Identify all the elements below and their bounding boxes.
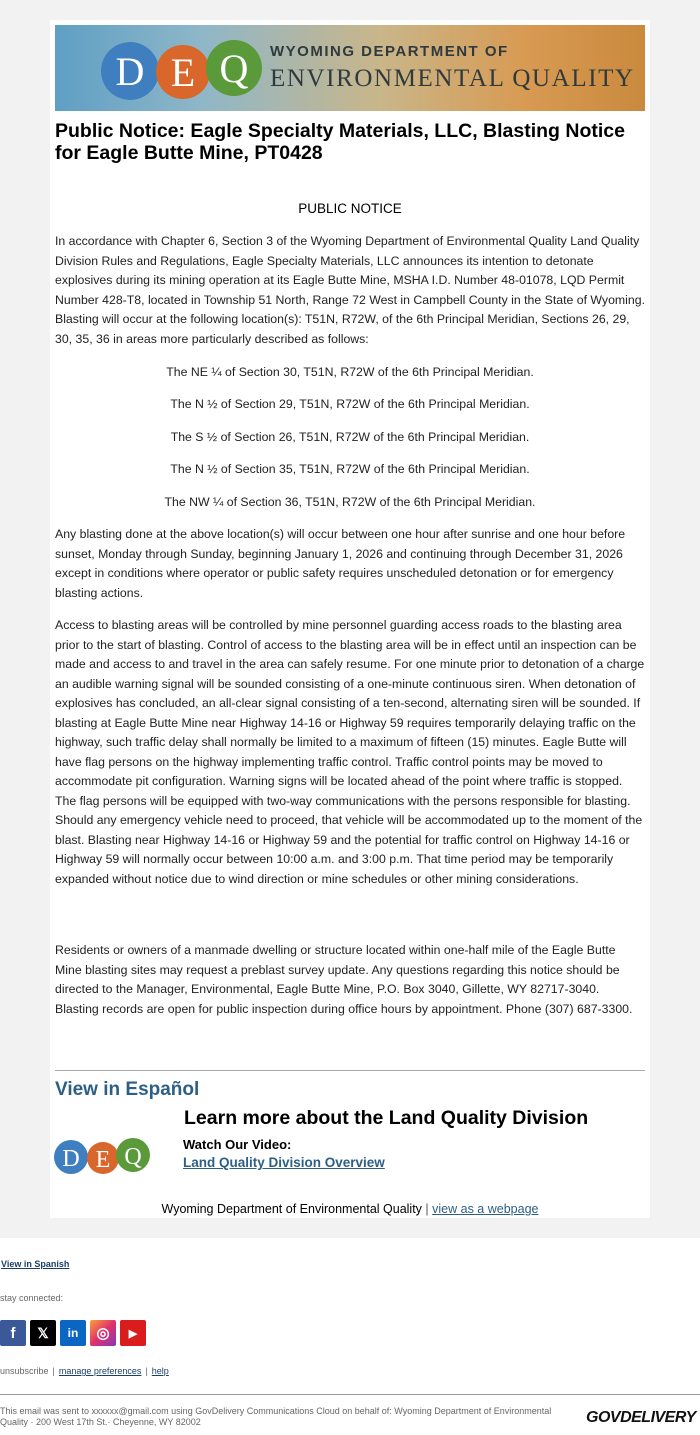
footer-divider (0, 1394, 700, 1395)
pipe-separator: | (145, 1366, 148, 1376)
banner-line-1: WYOMING DEPARTMENT OF (270, 43, 509, 60)
email-card (50, 20, 650, 1218)
organization-line (50, 1202, 650, 1216)
letter-q: Q (219, 46, 249, 91)
footer-letter-q: Q (124, 1144, 142, 1170)
preference-links (0, 1366, 169, 1376)
intro-paragraph: In accordance with Chapter 6, Section 3 of the Wyoming Department of Environmental Quality Land Quality Division Rules and Regulations, Eagle Specialty Materials, LLC announces its intention to detonate explosives during its mining operation at its Eagle Butte Mine, MSHA I.D. Number 48-01078, LQD Permit Number 428-T8, located in Township 51 North, Range 72 West in Campbell County in the State of Wyoming. Blasting will occur at the following location(s): T51N, R72W, of the 6th Principal Meridian, Sections 26, 29, 30, 35, 36 in areas more particularly described as follows: (55, 234, 645, 346)
pipe-separator: | (52, 1366, 55, 1376)
manage-preferences-link[interactable]: manage preferences (58, 1366, 142, 1376)
divider (55, 1070, 645, 1071)
timing-paragraph: Any blasting done at the above location(s) will occur between one hour after sunrise and one hour before sunset, Monday through Sunday, beginning January 1, 2026 and continuing through December 31, 2026 except in conditions where operator or public safety requires unscheduled detonation or for emergency blasting actions. (55, 527, 626, 600)
location-line: The N ½ of Section 29, T51N, R72W of the 6th Principal Meridian. (170, 397, 530, 411)
deq-banner (55, 25, 645, 111)
x-icon[interactable]: 𝕏 (30, 1320, 56, 1346)
separator: | (425, 1202, 429, 1216)
deq-footer-logo (53, 1133, 153, 1179)
view-in-espanol-link[interactable]: View in Español (55, 1079, 200, 1100)
land-quality-video-link[interactable]: Land Quality Division Overview (183, 1155, 385, 1170)
location-line: The N ½ of Section 35, T51N, R72W of the 6th Principal Meridian. (170, 462, 530, 476)
location-line: The NW ¼ of Section 36, T51N, R72W of the 6th Principal Meridian. (164, 495, 536, 509)
residents-paragraph: Residents or owners of a manmade dwelling or structure located within one-half mile of the Eagle Butte Mine blasting sites may request a preblast survey update. Any questions regarding this notice should be directed to the Manager, Environmental, Eagle Butte Mine, P.O. Box 3040, Gillette, WY 82717-3040. Blasting records are open for public inspection during office hours by appointment. Phone (307) 687-3300. (55, 943, 633, 1016)
govdelivery-logo: GOVDELIVERY (586, 1409, 696, 1426)
linkedin-icon[interactable]: in (60, 1320, 86, 1346)
unsubscribe-link[interactable]: unsubscribe (0, 1366, 49, 1376)
stay-connected-label: stay connected: (0, 1293, 64, 1303)
access-paragraph: Access to blasting areas will be controlled by mine personnel guarding access roads to the blasting area prior to the start of blasting. Control of access to the blasting area will be in effect until an inspection can be made and access to and travel in the area can safely resume. For one minute prior to detonation of a charge an audible warning signal will be sounded consisting of a one-minute continuous siren. When detonation of explosives has concluded, an all-clear signal consisting of a ten-second, alternating siren will be sounded. If blasting at Eagle Butte Mine near Highway 14-16 or Highway 59 requires temporarily delaying traffic on the highway, such traffic delay shall normally be limited to a maximum of fifteen (15) minutes. Eagle Butte will have flag persons on the highway implementing traffic control. Traffic control points may be moved to accommodate pit configuration. Warning signs will be located ahead of the point where traffic is stopped. The flag persons will be equipped with two-way communications with the persons responsible for blasting. Should any emergency vehicle need to proceed, that vehicle will be accommodated up to the moment of the blast. Blasting near Highway 14-16 or Highway 59 and the potential for traffic control on Highway 14-16 or Highway 59 will normally occur between 10:00 a.m. and 3:00 p.m. That time period may be temporarily expanded without notice due to wind direction or mine schedules or other mining considerations. (55, 618, 645, 886)
location-line: The NE ¼ of Section 30, T51N, R72W of the 6th Principal Meridian. (166, 365, 534, 379)
location-line: The S ½ of Section 26, T51N, R72W of the 6th Principal Meridian. (170, 430, 530, 444)
social-icons (0, 1320, 146, 1346)
help-link[interactable]: help (151, 1366, 169, 1376)
watch-video-label: Watch Our Video: (183, 1137, 292, 1152)
letter-d: D (115, 49, 145, 94)
learn-more-heading: Learn more about the Land Quality Division (184, 1107, 589, 1129)
organization-name: Wyoming Department of Environmental Quality (161, 1202, 422, 1216)
sent-notice: This email was sent to xxxxxx@gmail.com using GovDelivery Communications Cloud on behalf of: Wyoming Department of Environmental Quality · 200 West 17th St.· Cheyenne, WY 82002 (0, 1406, 552, 1427)
notice-title: Public Notice: Eagle Specialty Materials, LLC, Blasting Notice for Eagle Butte Mine, PT0428 (55, 120, 625, 164)
letter-e: E (170, 50, 196, 95)
facebook-icon[interactable]: f (0, 1320, 26, 1346)
footer-letter-d: D (62, 1146, 80, 1172)
view-as-webpage-link[interactable]: view as a webpage (432, 1202, 539, 1216)
instagram-icon[interactable]: ◎ (90, 1320, 116, 1346)
banner-line-2: ENVIRONMENTAL QUALITY (270, 65, 635, 92)
deq-logo (100, 31, 270, 105)
govdelivery-footer (0, 1238, 700, 1435)
footer-letter-e: E (95, 1147, 111, 1173)
notice-subhead: PUBLIC NOTICE (298, 201, 402, 216)
view-in-spanish-link[interactable]: View in Spanish (1, 1259, 70, 1269)
youtube-icon[interactable]: ▶ (120, 1320, 146, 1346)
